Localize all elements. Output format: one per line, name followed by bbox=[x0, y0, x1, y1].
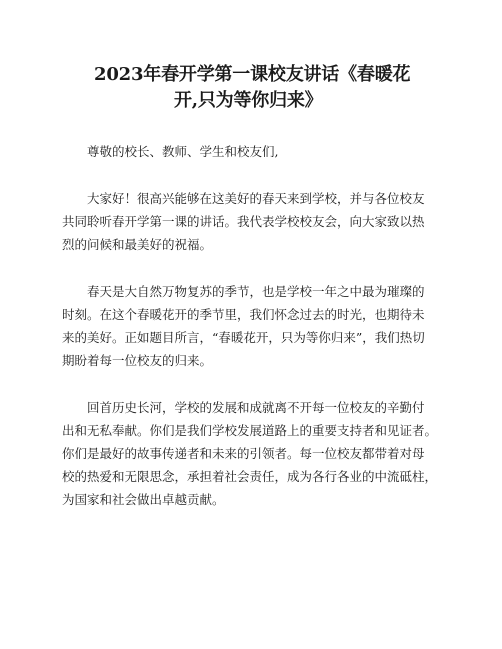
greeting-paragraph bbox=[62, 187, 462, 256]
document-body bbox=[62, 140, 462, 535]
title-line: 开,只为等你归来》 bbox=[174, 90, 323, 111]
text-line: 出和无私奉献。你们是我们学校发展道路上的重要支持者和见证者。 bbox=[62, 423, 438, 438]
text-line: 春天是大自然万物复苏的季节，也是学校一年之中最为璀璨的 bbox=[87, 284, 425, 299]
text-line: 尊敬的校长、教师、学生和校友们, bbox=[87, 144, 279, 159]
text-line: 时刻。在这个春暖花开的季节里，我们怀念过去的时光，也期待未 bbox=[62, 307, 425, 322]
history-paragraph bbox=[62, 396, 462, 511]
salutation-paragraph bbox=[62, 140, 462, 163]
spring-paragraph bbox=[62, 280, 462, 372]
text-line: 回首历史长河，学校的发展和成就离不开每一位校友的辛勤付 bbox=[87, 400, 425, 415]
text-line: 大家好！很高兴能够在这美好的春天来到学校，并与各位校友 bbox=[87, 191, 425, 206]
text-line: 来的美好。正如题目所言，“春暖花开，只为等你归来”，我们热切 bbox=[62, 330, 425, 345]
text-line: 烈的问候和最美好的祝福。 bbox=[62, 237, 213, 252]
text-line: 为国家和社会做出卓越贡献。 bbox=[62, 492, 225, 507]
text-line: 期盼着每一位校友的归来。 bbox=[62, 353, 213, 368]
text-line: 校的热爱和无限思念，承担着社会责任，成为各行各业的中流砥柱， bbox=[62, 469, 438, 484]
title-line: 2023年春开学第一课校友讲话《春暖花 bbox=[94, 64, 411, 85]
text-line: 你们是最好的故事传递者和未来的引领者。每一位校友都带着对母 bbox=[62, 446, 425, 461]
document-title bbox=[60, 62, 460, 114]
text-line: 共同聆听春开学第一课的讲话。我代表学校校友会，向大家致以热 bbox=[62, 214, 425, 229]
